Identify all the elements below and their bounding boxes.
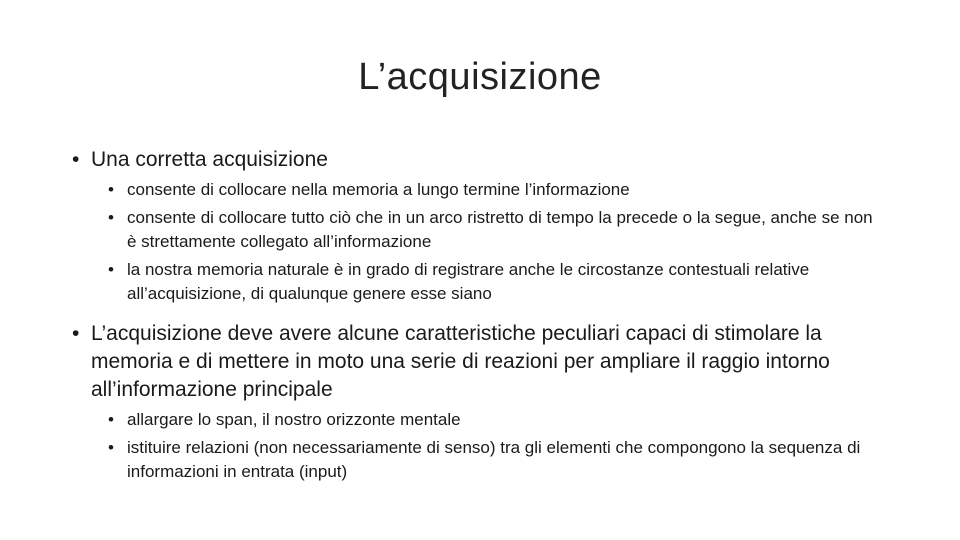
sub-bullet-item-1-2 [108,206,882,254]
sub-bullet-text: istituire relazioni (non necessariamente di senso) tra gli elementi che compongono la sequenza di informazioni in entrata (input) [127,438,861,481]
bullet-icon: • [108,208,114,227]
bullet-text: L’acquisizione deve avere alcune caratteristiche peculiari capaci di stimolare la memoria e di mettere in moto una serie di reazioni per ampliare il raggio intorno all’informazione principale [91,322,830,401]
sub-bullet-item-2-1 [108,408,882,432]
sub-bullet-item-1-3 [108,258,882,306]
sub-bullet-text: consente di collocare tutto ciò che in un arco ristretto di tempo la precede o la segue, anche se non è strettamente collegato all’informazione [127,208,873,251]
sub-bullet-text: consente di collocare nella memoria a lungo termine l’informazione [127,180,630,199]
bullet-icon: • [108,410,114,429]
sub-bullet-text: allargare lo span, il nostro orizzonte mentale [127,410,461,429]
slide-title: L’acquisizione [358,56,602,98]
bullet-icon: • [108,438,114,457]
bullet-item-2 [72,320,882,484]
sub-bullet-text: la nostra memoria naturale è in grado di registrare anche le circostanze contestuali relative all’acquisizione, di qualunque genere esse siano [127,260,810,303]
sub-bullet-item-2-2 [108,436,882,484]
bullet-icon: • [108,260,114,279]
bullet-icon: • [108,180,114,199]
sub-bullet-item-1-1 [108,178,882,202]
bullet-list [72,146,882,484]
sub-bullet-list [108,178,882,306]
bullet-icon: • [72,322,80,345]
bullet-icon: • [72,148,80,171]
bullet-item-1 [72,146,882,306]
sub-bullet-list [108,408,882,484]
bullet-text: Una corretta acquisizione [91,148,328,171]
